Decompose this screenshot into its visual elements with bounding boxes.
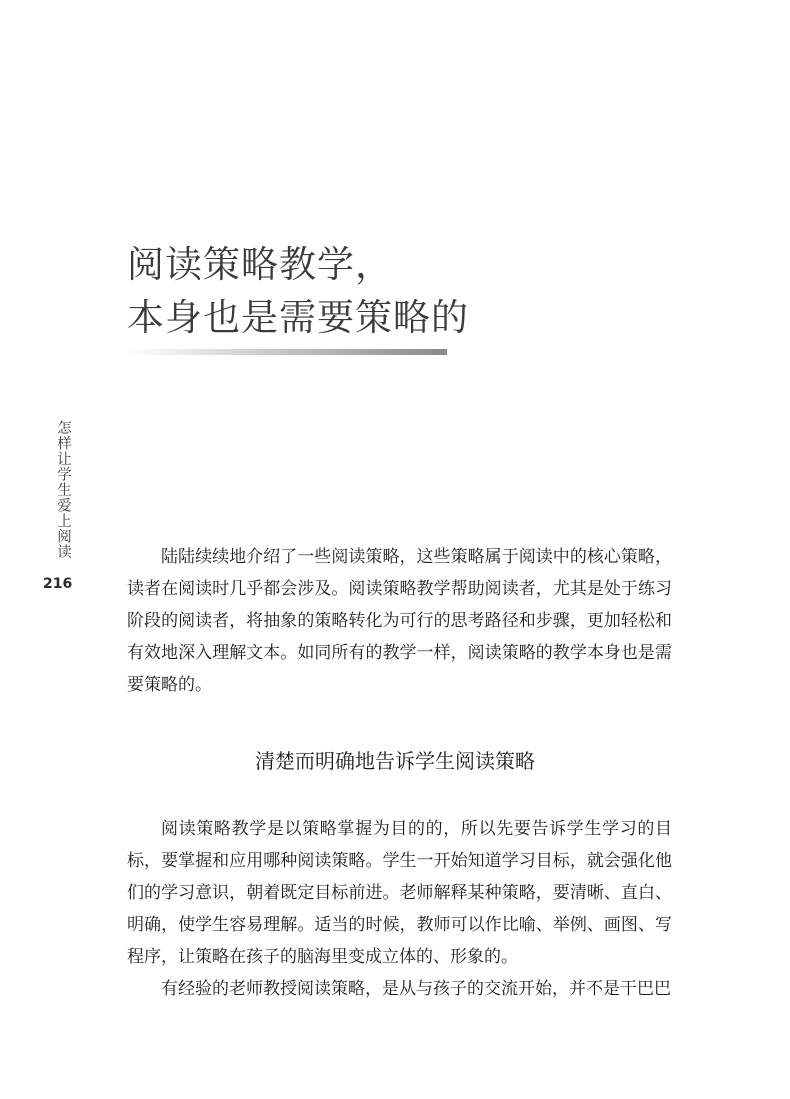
running-book-title: 怎样让学生爱上阅读 xyxy=(55,420,71,560)
body-paragraph-1: 陆陆续续地介绍了一些阅读策略，这些策略属于阅读中的核心策略，读者在阅读时几乎都会涉及。阅读策略教学帮助阅读者，尤其是处于练习阶段的阅读者，将抽象的策略转化为可行的思考路径和步骤，更加轻松和有效地深入理解文本。如同所有的教学一样，阅读策略的教学本身也是需要策略的。 xyxy=(127,547,672,695)
title-underline-rule xyxy=(127,349,447,355)
chapter-title-line-2: 本身也是需要策略的 xyxy=(127,296,469,339)
section-heading: 清楚而明确地告诉学生阅读策略 xyxy=(255,749,535,773)
chapter-title-line-1: 阅读策略教学， xyxy=(127,243,393,286)
body-paragraph-2: 阅读策略教学是以策略掌握为目的的，所以先要告诉学生学习的目标，要掌握和应用哪种阅读策略。学生一开始知道学习目标，就会强化他们的学习意识，朝着既定目标前进。老师解释某种策略，要清晰、直白、明确，使学生容易理解。适当的时候，教师可以作比喻、举例、画图、写程序，让策略在孩子的脑海里变成立体的、形象的。 xyxy=(127,819,672,967)
chapter-title xyxy=(127,238,469,344)
page-number: 216 xyxy=(43,576,73,592)
body-paragraph-3: 有经验的老师教授阅读策略，是从与孩子的交流开始，并不是干巴巴 xyxy=(161,979,671,999)
